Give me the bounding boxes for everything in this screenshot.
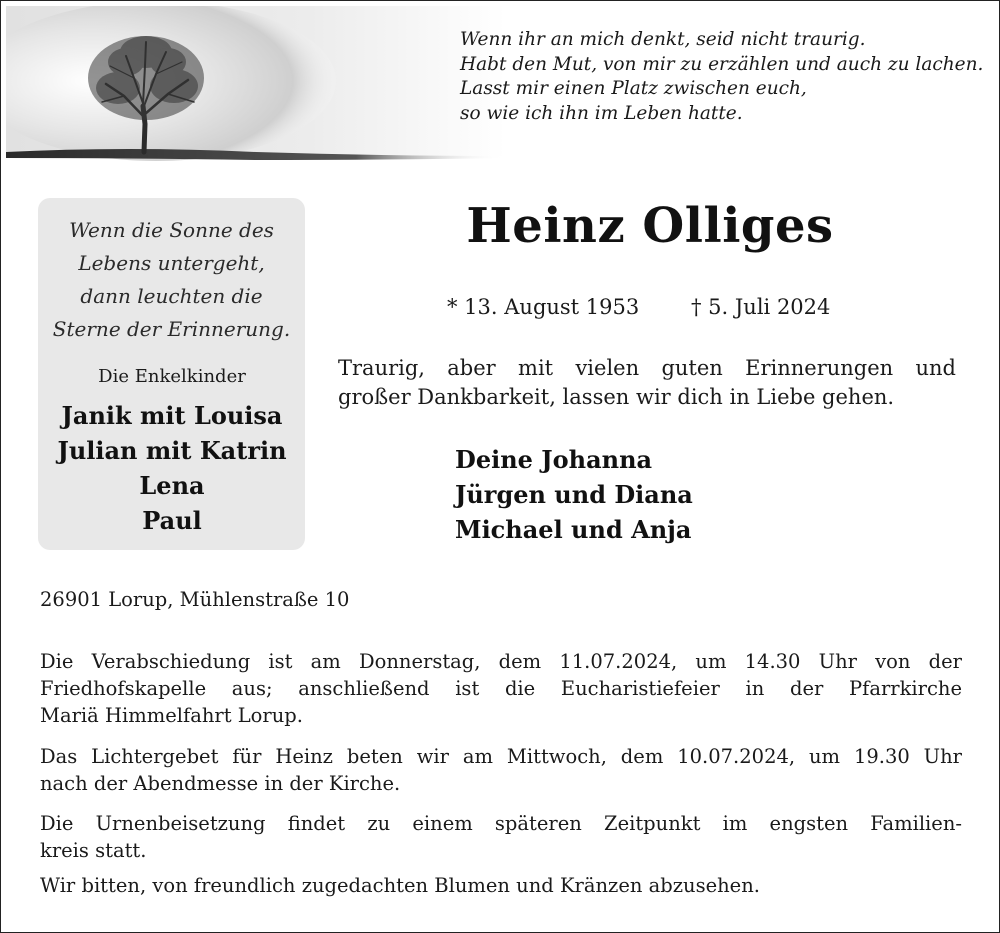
info-line: kreis statt.: [40, 839, 147, 862]
quote-top: [460, 28, 990, 126]
quote-line: Wenn ihr an mich denkt, seid nicht traurig.: [460, 29, 866, 50]
quote-line: so wie ich ihn im Leben hatte.: [460, 102, 743, 124]
deceased-name: Heinz Olliges: [466, 198, 834, 254]
info-prayer: [40, 743, 962, 797]
script-quote: [38, 214, 305, 346]
script-line: dann leuchten die: [80, 284, 263, 308]
address: 26901 Lorup, Mühlenstraße 10: [40, 588, 350, 611]
info-line: Die Urnenbeisetzung findet zu einem späteren Zeitpunkt im engsten Familien-: [40, 812, 962, 835]
message-line: großer Dankbarkeit, lassen wir dich in Liebe gehen.: [338, 385, 895, 409]
info-line: Das Lichtergebet für Heinz beten wir am Mittwoch, dem 10.07.2024, um 19.30 Uhr: [40, 745, 962, 768]
death-date: † 5. Juli 2024: [691, 295, 831, 319]
info-line: Wir bitten, von freundlich zugedachten Blumen und Kränzen abzusehen.: [40, 874, 760, 897]
farewell-message: [338, 354, 956, 412]
script-line: Lebens untergeht,: [78, 251, 265, 275]
tree-icon: [6, 6, 506, 166]
info-flowers: [40, 872, 962, 899]
birth-date: * 13. August 1953: [447, 295, 640, 319]
info-line: Die Verabschiedung ist am Donnerstag, dem 11.07.2024, um 14.30 Uhr von der: [40, 650, 962, 673]
info-urn: [40, 810, 962, 864]
grandchildren-list: [0, 398, 344, 538]
grandchild-name: Paul: [142, 506, 202, 535]
message-line: Traurig, aber mit vielen guten Erinnerungen und: [338, 356, 956, 380]
quote-line: Habt den Mut, von mir zu erzählen und auch zu lachen.: [460, 53, 984, 75]
family-member: Jürgen und Diana: [455, 480, 693, 509]
grandchildren-label: Die Enkelkinder: [98, 366, 246, 387]
family-member: Deine Johanna: [455, 445, 653, 474]
info-farewell: [40, 648, 962, 729]
life-dates: [447, 295, 867, 319]
grandchild-name: Janik mit Louisa: [61, 401, 283, 430]
info-line: Friedhofskapelle aus; anschließend ist die Eucharistiefeier in der Pfarrkirche: [40, 677, 962, 700]
script-line: Sterne der Erinnerung.: [52, 317, 291, 341]
family-member: Michael und Anja: [455, 515, 692, 544]
family-signatures: [455, 442, 693, 547]
quote-line: Lasst mir einen Platz zwischen euch,: [460, 78, 807, 99]
grandchild-name: Julian mit Katrin: [57, 436, 287, 465]
info-line: Mariä Himmelfahrt Lorup.: [40, 704, 303, 727]
grandchild-name: Lena: [139, 471, 205, 500]
script-line: Wenn die Sonne des: [69, 218, 274, 242]
info-line: nach der Abendmesse in der Kirche.: [40, 772, 401, 795]
